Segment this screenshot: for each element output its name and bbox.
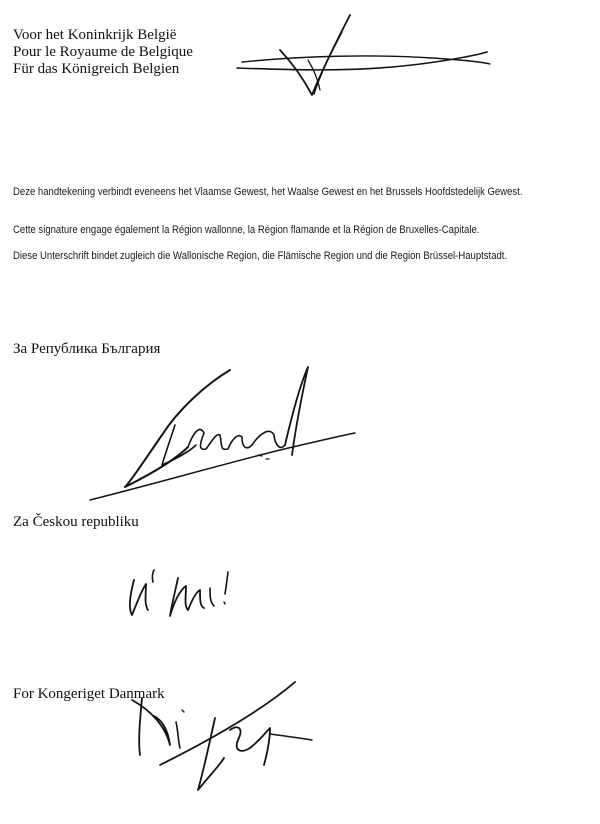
- belgium-line-dutch: Voor het Koninkrijk België: [13, 27, 177, 43]
- czech-signatory-line: Za Českou republiku: [13, 514, 139, 530]
- denmark-signatory-line: For Kongeriget Danmark: [13, 686, 165, 702]
- belgium-line-german: Für das Königreich Belgien: [13, 61, 180, 77]
- belgium-note-french: Cette signature engage également la Région wallonne, la Région flamande et la Région de Bruxelles-Capitale.: [13, 224, 480, 236]
- bulgaria-signature: [70, 355, 390, 515]
- belgium-signature: [232, 10, 492, 110]
- denmark-signature: [120, 670, 320, 820]
- belgium-line-french: Pour le Royaume de Belgique: [13, 44, 193, 60]
- belgium-note-dutch: Deze handtekening verbindt eveneens het Vlaamse Gewest, het Waalse Gewest en het Brussels Hoofdstedelijk Gewest.: [13, 186, 523, 198]
- belgium-signatory-block: [13, 27, 193, 78]
- czech-signature: [120, 560, 260, 630]
- bulgaria-signatory-line: За Република България: [13, 341, 161, 357]
- belgium-note-german: Diese Unterschrift bindet zugleich die Wallonische Region, die Flämische Region und die Region Brüssel-Hauptstadt.: [13, 250, 508, 262]
